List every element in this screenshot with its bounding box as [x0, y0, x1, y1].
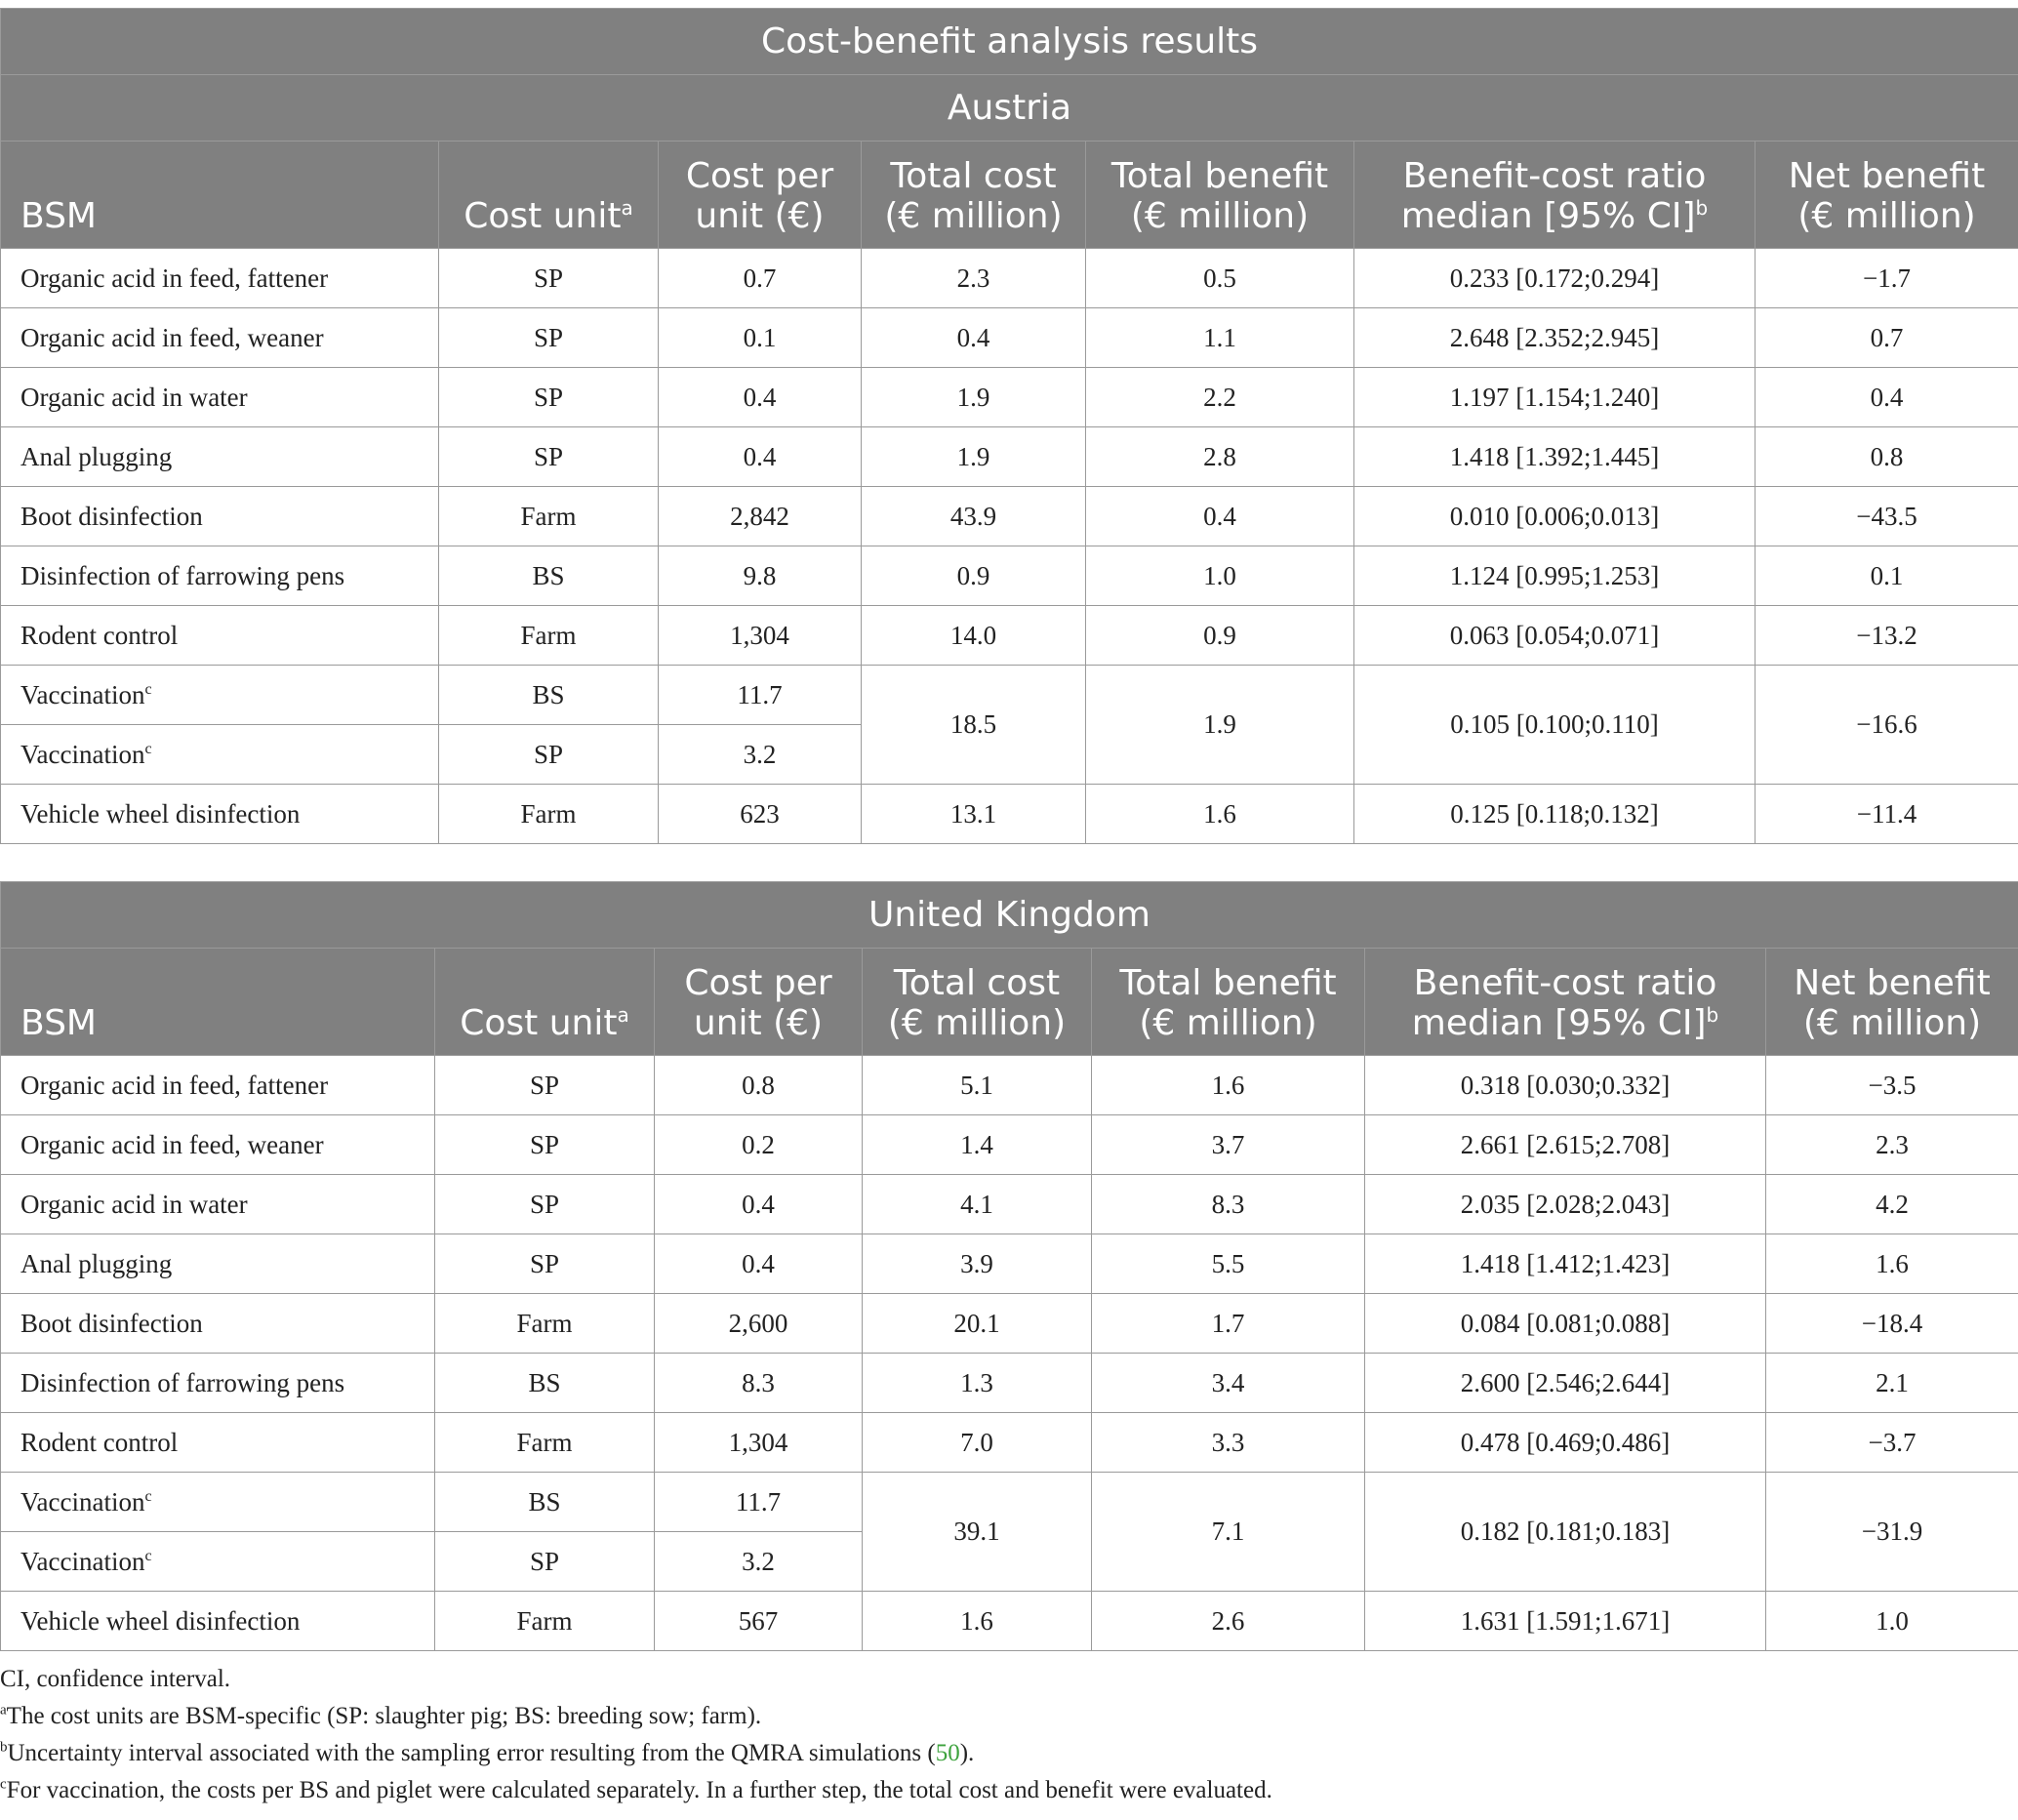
total-benefit-cell: 0.9 [1086, 606, 1354, 666]
total-cost-cell: 5.1 [863, 1056, 1092, 1115]
cost-per-unit-cell: 2,600 [655, 1294, 863, 1354]
total-benefit-cell: 0.5 [1086, 249, 1354, 308]
bsm-cell: Vaccination$^c$ [1, 1473, 435, 1532]
table-row [1, 1175, 2018, 1234]
cost-unit-cell: SP [439, 427, 659, 487]
cost-unit-cell: Farm [435, 1592, 655, 1651]
bsm-cell: Vaccination$^c$ [1, 1532, 435, 1592]
total-benefit-cell: 2.8 [1086, 427, 1354, 487]
net-benefit-cell: −16.6 [1756, 666, 2018, 785]
table-row [1, 249, 2018, 308]
cost-unit-cell: SP [439, 368, 659, 427]
bsm-cell: Rodent control [1, 1413, 435, 1473]
bcr-cell: 0.182 [0.181;0.183] [1365, 1473, 1766, 1592]
total-benefit-cell: 1.9 [1086, 666, 1354, 785]
table-row [1, 1592, 2018, 1651]
table-row [1, 427, 2018, 487]
net-benefit-cell: 4.2 [1766, 1175, 2018, 1234]
net-benefit-cell: −13.2 [1756, 606, 2018, 666]
header-bcr: Benefit-cost ratio median [95% CI]$^b$ [1365, 949, 1766, 1056]
total-cost-cell: 1.4 [863, 1115, 1092, 1175]
table-row [1, 1354, 2018, 1413]
cost-per-unit-cell: 1,304 [659, 606, 862, 666]
header-cost-per-unit: Cost per unit (€) [659, 142, 862, 249]
total-cost-cell: 7.0 [863, 1413, 1092, 1473]
cost-per-unit-cell: 0.4 [655, 1175, 863, 1234]
total-cost-cell: 43.9 [862, 487, 1086, 546]
net-benefit-cell: −18.4 [1766, 1294, 2018, 1354]
bsm-cell: Anal plugging [1, 427, 439, 487]
bcr-cell: 0.478 [0.469;0.486] [1365, 1413, 1766, 1473]
bcr-cell: 1.418 [1.412;1.423] [1365, 1234, 1766, 1294]
bsm-cell: Boot disinfection [1, 1294, 435, 1354]
cost-per-unit-cell: 0.8 [655, 1056, 863, 1115]
bcr-cell: 2.035 [2.028;2.043] [1365, 1175, 1766, 1234]
net-benefit-cell: 0.8 [1756, 427, 2018, 487]
total-cost-cell: 20.1 [863, 1294, 1092, 1354]
bsm-cell: Organic acid in water [1, 368, 439, 427]
net-benefit-cell: −31.9 [1766, 1473, 2018, 1592]
cost-unit-cell: Farm [439, 606, 659, 666]
total-cost-cell: 1.9 [862, 427, 1086, 487]
net-benefit-cell: 0.4 [1756, 368, 2018, 427]
uk-title: United Kingdom [1, 882, 2018, 949]
cost-unit-cell: SP [435, 1234, 655, 1294]
total-cost-cell: 3.9 [863, 1234, 1092, 1294]
total-cost-cell: 14.0 [862, 606, 1086, 666]
table-row [1, 666, 2018, 725]
cost-unit-cell: SP [435, 1115, 655, 1175]
cost-unit-cell: Farm [435, 1294, 655, 1354]
austria-title: Austria [1, 75, 2018, 142]
bcr-cell: 1.631 [1.591;1.671] [1365, 1592, 1766, 1651]
net-benefit-cell: 1.6 [1766, 1234, 2018, 1294]
table-row [1, 606, 2018, 666]
footnote-ci: CI, confidence interval. [0, 1666, 231, 1692]
cost-per-unit-cell: 11.7 [655, 1473, 863, 1532]
bsm-cell: Organic acid in feed, fattener [1, 249, 439, 308]
net-benefit-cell: −3.7 [1766, 1413, 2018, 1473]
bsm-cell: Disinfection of farrowing pens [1, 546, 439, 606]
cost-per-unit-cell: 2,842 [659, 487, 862, 546]
cost-per-unit-cell: 0.2 [655, 1115, 863, 1175]
table-row [1, 1473, 2018, 1532]
cost-per-unit-cell: 1,304 [655, 1413, 863, 1473]
total-benefit-cell: 5.5 [1092, 1234, 1365, 1294]
bsm-cell: Rodent control [1, 606, 439, 666]
uk-table [0, 881, 2018, 1651]
net-benefit-cell: −1.7 [1756, 249, 2018, 308]
header-cost-per-unit: Cost per unit (€) [655, 949, 863, 1056]
cost-per-unit-cell: 0.7 [659, 249, 862, 308]
footnotes [0, 1661, 2018, 1809]
net-benefit-cell: −3.5 [1766, 1056, 2018, 1115]
total-cost-cell: 0.9 [862, 546, 1086, 606]
header-bsm: BSM [1, 949, 435, 1056]
header-cost-unit: Cost unit$^a$ [439, 142, 659, 249]
bsm-cell: Disinfection of farrowing pens [1, 1354, 435, 1413]
footnote-c: $^c$For vaccination, the costs per BS and piglet were calculated separately. In a further step, the total cost and benefit were evaluated. [0, 1776, 1272, 1803]
cost-unit-cell: SP [435, 1532, 655, 1592]
total-cost-cell: 2.3 [862, 249, 1086, 308]
cost-per-unit-cell: 567 [655, 1592, 863, 1651]
cost-unit-cell: Farm [439, 785, 659, 844]
cost-per-unit-cell: 3.2 [659, 725, 862, 785]
bcr-cell: 0.063 [0.054;0.071] [1354, 606, 1756, 666]
table-row [1, 1413, 2018, 1473]
cost-unit-cell: SP [439, 725, 659, 785]
cost-unit-cell: SP [439, 308, 659, 368]
cost-per-unit-cell: 0.4 [659, 368, 862, 427]
total-benefit-cell: 1.6 [1092, 1056, 1365, 1115]
table-row [1, 1056, 2018, 1115]
bsm-cell: Vaccination$^c$ [1, 725, 439, 785]
cost-per-unit-cell: 3.2 [655, 1532, 863, 1592]
cost-unit-cell: BS [439, 546, 659, 606]
table-row [1, 1115, 2018, 1175]
cost-per-unit-cell: 0.4 [655, 1234, 863, 1294]
reference-link[interactable]: 50 [935, 1740, 960, 1766]
column-headers [1, 949, 2018, 1056]
column-headers [1, 142, 2018, 249]
total-benefit-cell: 1.0 [1086, 546, 1354, 606]
header-net-benefit: Net benefit (€ million) [1766, 949, 2018, 1056]
bcr-cell: 0.125 [0.118;0.132] [1354, 785, 1756, 844]
total-benefit-cell: 1.6 [1086, 785, 1354, 844]
bcr-cell: 1.418 [1.392;1.445] [1354, 427, 1756, 487]
bcr-cell: 0.105 [0.100;0.110] [1354, 666, 1756, 785]
net-benefit-cell: 1.0 [1766, 1592, 2018, 1651]
net-benefit-cell: −11.4 [1756, 785, 2018, 844]
bsm-cell: Organic acid in feed, fattener [1, 1056, 435, 1115]
bcr-cell: 0.233 [0.172;0.294] [1354, 249, 1756, 308]
table-caption: Cost-benefit analysis results [1, 9, 2018, 75]
bcr-cell: 1.197 [1.154;1.240] [1354, 368, 1756, 427]
bcr-cell: 2.661 [2.615;2.708] [1365, 1115, 1766, 1175]
cost-unit-cell: BS [435, 1354, 655, 1413]
bsm-cell: Vaccination$^c$ [1, 666, 439, 725]
header-total-benefit: Total benefit (€ million) [1092, 949, 1365, 1056]
table-row [1, 487, 2018, 546]
total-benefit-cell: 8.3 [1092, 1175, 1365, 1234]
total-cost-cell: 4.1 [863, 1175, 1092, 1234]
table-row [1, 546, 2018, 606]
bcr-cell: 0.318 [0.030;0.332] [1365, 1056, 1766, 1115]
total-benefit-cell: 2.6 [1092, 1592, 1365, 1651]
total-benefit-cell: 7.1 [1092, 1473, 1365, 1592]
total-benefit-cell: 0.4 [1086, 487, 1354, 546]
austria-table [0, 8, 2018, 844]
table-row [1, 1234, 2018, 1294]
header-net-benefit: Net benefit (€ million) [1756, 142, 2018, 249]
bcr-cell: 0.010 [0.006;0.013] [1354, 487, 1756, 546]
bcr-cell: 2.600 [2.546;2.644] [1365, 1354, 1766, 1413]
net-benefit-cell: 0.1 [1756, 546, 2018, 606]
table-row [1, 785, 2018, 844]
bcr-cell: 1.124 [0.995;1.253] [1354, 546, 1756, 606]
total-cost-cell: 1.9 [862, 368, 1086, 427]
cost-per-unit-cell: 0.4 [659, 427, 862, 487]
bsm-cell: Boot disinfection [1, 487, 439, 546]
footnote-b: $^b$Uncertainty interval associated with the sampling error resulting from the QMRA simulations (50). [0, 1739, 975, 1766]
cost-per-unit-cell: 0.1 [659, 308, 862, 368]
total-cost-cell: 1.6 [863, 1592, 1092, 1651]
cost-per-unit-cell: 9.8 [659, 546, 862, 606]
net-benefit-cell: −43.5 [1756, 487, 2018, 546]
cost-per-unit-cell: 8.3 [655, 1354, 863, 1413]
cost-unit-cell: Farm [439, 487, 659, 546]
total-cost-cell: 18.5 [862, 666, 1086, 785]
header-total-cost: Total cost (€ million) [862, 142, 1086, 249]
net-benefit-cell: 0.7 [1756, 308, 2018, 368]
cost-unit-cell: SP [435, 1175, 655, 1234]
net-benefit-cell: 2.1 [1766, 1354, 2018, 1413]
bcr-cell: 2.648 [2.352;2.945] [1354, 308, 1756, 368]
cost-unit-cell: Farm [435, 1413, 655, 1473]
total-benefit-cell: 3.3 [1092, 1413, 1365, 1473]
cost-per-unit-cell: 623 [659, 785, 862, 844]
table-row [1, 368, 2018, 427]
header-total-cost: Total cost (€ million) [863, 949, 1092, 1056]
table-row [1, 308, 2018, 368]
total-benefit-cell: 3.4 [1092, 1354, 1365, 1413]
cost-unit-cell: SP [435, 1056, 655, 1115]
total-benefit-cell: 1.1 [1086, 308, 1354, 368]
bsm-cell: Vehicle wheel disinfection [1, 785, 439, 844]
footnote-a: $^a$The cost units are BSM-specific (SP: slaughter pig; BS: breeding sow; farm). [0, 1702, 762, 1729]
bsm-cell: Organic acid in water [1, 1175, 435, 1234]
header-cost-unit: Cost unit$^a$ [435, 949, 655, 1056]
cost-unit-cell: BS [439, 666, 659, 725]
cost-unit-cell: SP [439, 249, 659, 308]
total-cost-cell: 13.1 [862, 785, 1086, 844]
bsm-cell: Vehicle wheel disinfection [1, 1592, 435, 1651]
header-total-benefit: Total benefit (€ million) [1086, 142, 1354, 249]
total-benefit-cell: 2.2 [1086, 368, 1354, 427]
total-cost-cell: 0.4 [862, 308, 1086, 368]
bsm-cell: Organic acid in feed, weaner [1, 1115, 435, 1175]
cost-per-unit-cell: 11.7 [659, 666, 862, 725]
header-bcr: Benefit-cost ratio median [95% CI]$^b$ [1354, 142, 1756, 249]
cost-unit-cell: BS [435, 1473, 655, 1532]
total-cost-cell: 1.3 [863, 1354, 1092, 1413]
bsm-cell: Anal plugging [1, 1234, 435, 1294]
table-row [1, 1294, 2018, 1354]
total-benefit-cell: 1.7 [1092, 1294, 1365, 1354]
net-benefit-cell: 2.3 [1766, 1115, 2018, 1175]
header-bsm: BSM [1, 142, 439, 249]
total-benefit-cell: 3.7 [1092, 1115, 1365, 1175]
total-cost-cell: 39.1 [863, 1473, 1092, 1592]
bcr-cell: 0.084 [0.081;0.088] [1365, 1294, 1766, 1354]
bsm-cell: Organic acid in feed, weaner [1, 308, 439, 368]
